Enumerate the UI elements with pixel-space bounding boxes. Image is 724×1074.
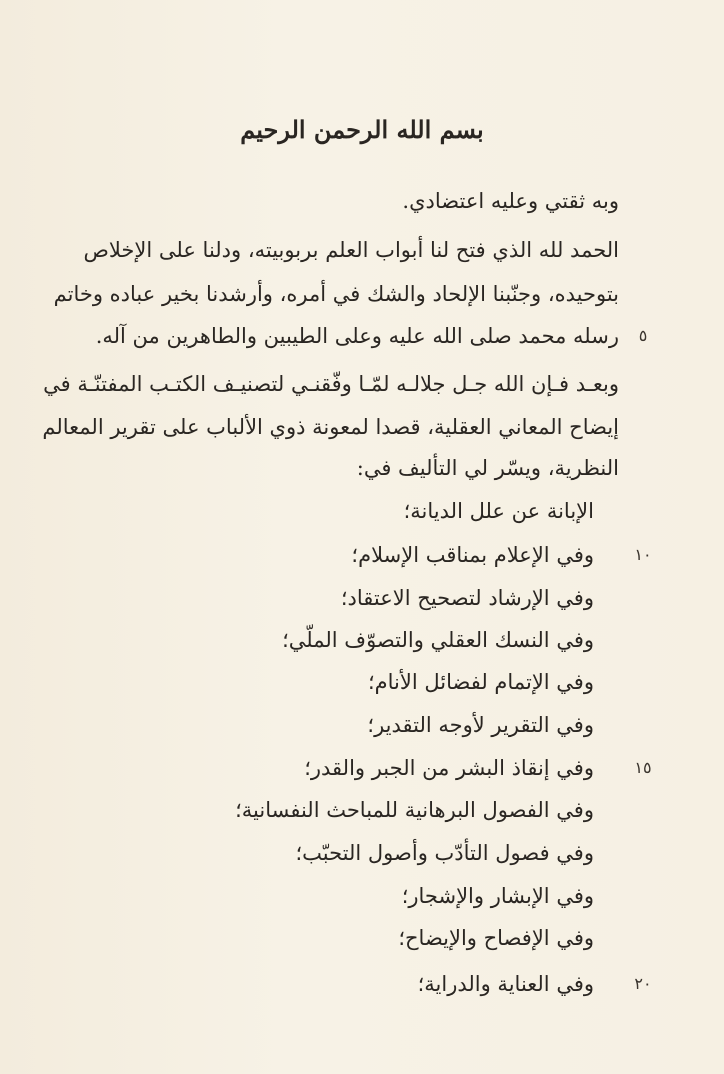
list-item: وفي فصول التأدّب وأصول التحبّب؛ xyxy=(295,841,594,865)
line-number-20: ٢٠ xyxy=(634,974,652,993)
list-item: وفي التقرير لأوجه التقدير؛ xyxy=(367,713,594,737)
list-item: وفي الإفصاح والإيضاح؛ xyxy=(398,926,594,950)
list-item: وفي الإتمام لفضائل الأنام؛ xyxy=(367,670,594,694)
text-line-1: الحمد لله الذي فتح لنا أبواب العلم بربوبيته، ودلنا على الإخلاص xyxy=(83,238,619,262)
text-line-4: وبعـد فـإن الله جـل جلالـه لمّـا وفّقنـي لتصنيـف الكتـب المفتنّـة في xyxy=(43,372,619,396)
list-item: وفي العناية والدراية؛ xyxy=(417,972,594,996)
list-item: وفي الفصول البرهانية للمباحث النفسانية؛ xyxy=(235,798,594,822)
text-line-3: رسله محمد صلى الله عليه وعلى الطيبين والطاهرين من آله. xyxy=(95,324,619,348)
line-number-10: ١٠ xyxy=(634,545,652,564)
text-line-2: بتوحيده، وجنّبنا الإلحاد والشك في أمره، وأرشدنا بخير عباده وخاتم xyxy=(53,282,619,306)
list-item: وفي الإعلام بمناقب الإسلام؛ xyxy=(351,543,594,567)
list-item: وفي إنقاذ البشر من الجبر والقدر؛ xyxy=(304,756,594,780)
list-item: وفي الإبشار والإشجار؛ xyxy=(401,884,594,908)
page-title: بسم الله الرحمن الرحيم xyxy=(240,115,484,144)
text-line-invocation: وبه ثقتي وعليه اعتضادي. xyxy=(402,189,619,213)
text-line-6: النظرية، ويسّر لي التأليف في: xyxy=(356,456,619,480)
list-item: وفي الإرشاد لتصحيح الاعتقاد؛ xyxy=(340,586,594,610)
line-number-5: ٥ xyxy=(638,326,648,345)
line-number-15: ١٥ xyxy=(634,758,652,777)
list-item: وفي النسك العقلي والتصوّف الملّي؛ xyxy=(282,628,594,652)
text-line-5: إيضاح المعاني العقلية، قصدا لمعونة ذوي الألباب على تقرير المعالم xyxy=(42,415,619,439)
list-item: الإبانة عن علل الديانة؛ xyxy=(403,499,594,523)
